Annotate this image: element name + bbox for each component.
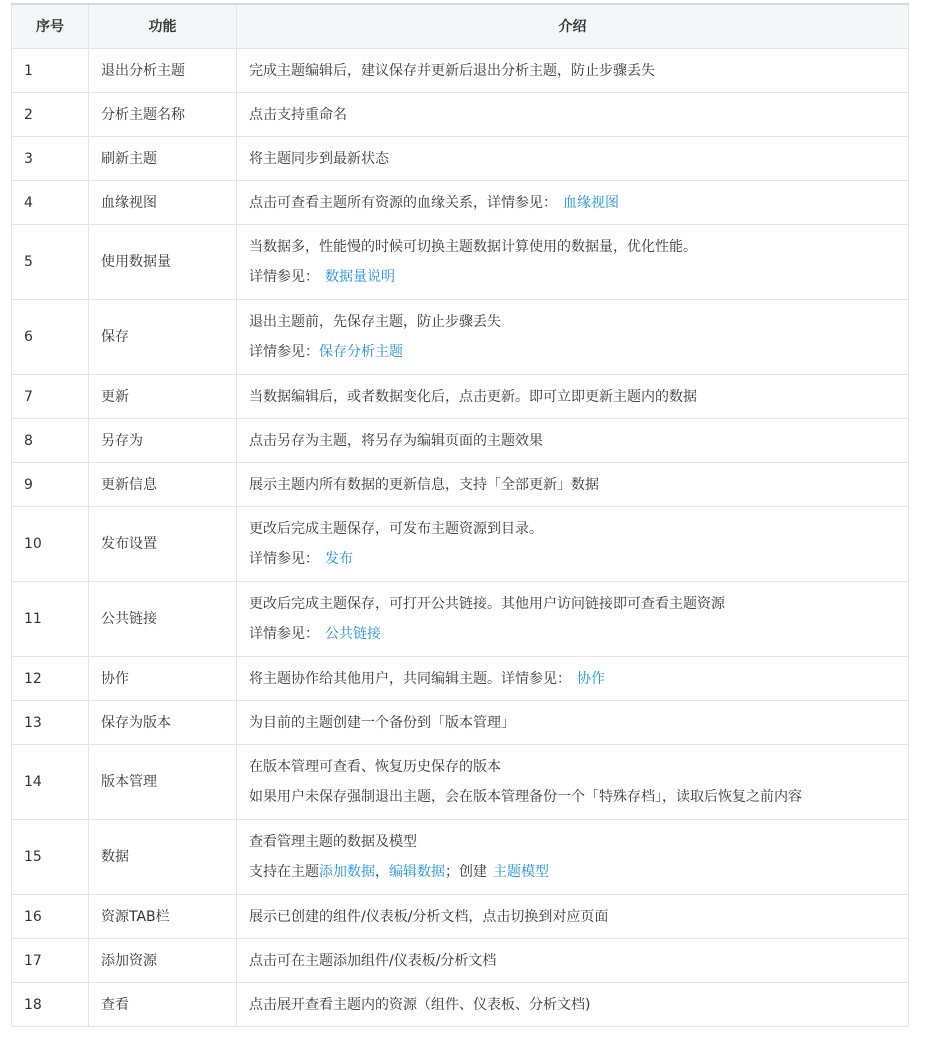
row-function: 更新 [89,375,237,419]
add-data-link[interactable]: 添加数据 [319,864,375,880]
lineage-view-link[interactable]: 血缘视图 [563,194,619,211]
row-intro [237,137,909,181]
intro-text: 详情参见： [249,551,319,567]
row-function: 数据 [89,820,237,895]
row-function: 添加资源 [89,939,237,983]
table-row [12,582,909,657]
table-row [12,895,909,939]
table-row [12,745,909,820]
intro-text: 在版本管理可查看、恢复历史保存的版本 [249,759,501,775]
table-row [12,300,909,375]
row-function: 血缘视图 [89,181,237,225]
row-function: 协作 [89,657,237,701]
table-row [12,181,909,225]
row-index: 10 [12,507,89,582]
row-function: 保存 [89,300,237,375]
table-row [12,983,909,1027]
table-row [12,701,909,745]
row-index: 17 [12,939,89,983]
intro-text: 退出主题前，先保存主题，防止步骤丢失 [249,314,501,330]
row-intro [237,701,909,745]
row-intro [237,375,909,419]
intro-line [249,267,896,287]
row-intro [237,181,909,225]
function-table-wrapper [11,3,908,1027]
row-intro [237,657,909,701]
header-index: 序号 [12,4,89,49]
table-row [12,93,909,137]
data-volume-link[interactable]: 数据量说明 [325,269,395,285]
topic-model-link[interactable]: 主题模型 [493,864,549,880]
row-index: 14 [12,745,89,820]
row-intro [237,582,909,657]
row-function: 退出分析主题 [89,49,237,93]
intro-text: 点击展开查看主题内的资源（组件、仪表板、分析文档) [249,996,591,1013]
table-row [12,419,909,463]
row-intro [237,745,909,820]
intro-text: 如果用户未保存强制退出主题，会在版本管理备份一个「特殊存档」，读取后恢复之前内容 [249,789,802,805]
intro-text: 点击可查看主题所有资源的血缘关系，详情参见： [249,194,557,211]
save-topic-link[interactable]: 保存分析主题 [319,344,403,360]
table-row [12,657,909,701]
edit-data-link[interactable]: 编辑数据 [389,864,445,880]
row-index: 9 [12,463,89,507]
row-function: 另存为 [89,419,237,463]
row-intro [237,983,909,1027]
intro-text: 当数据多，性能慢的时候可切换主题数据计算使用的数据量，优化性能。 [249,239,697,255]
row-function: 使用数据量 [89,225,237,300]
intro-text: 将主题协作给其他用户，共同编辑主题。详情参见： [249,670,571,687]
intro-line [249,342,896,362]
collaboration-link[interactable]: 协作 [577,670,605,687]
row-index: 8 [12,419,89,463]
intro-text: 当数据编辑后，或者数据变化后，点击更新。即可立即更新主题内的数据 [249,388,697,405]
row-index: 15 [12,820,89,895]
row-index: 16 [12,895,89,939]
public-link-link[interactable]: 公共链接 [325,626,381,642]
table-row [12,49,909,93]
intro-line [249,193,896,213]
intro-line [249,549,896,569]
function-table [11,3,909,1027]
row-index: 6 [12,300,89,375]
row-index: 7 [12,375,89,419]
table-row [12,820,909,895]
intro-text: 点击支持重命名 [249,106,347,123]
intro-text: 详情参见： [249,269,319,285]
row-intro [237,93,909,137]
intro-line [249,624,896,644]
row-intro [237,49,909,93]
table-row [12,507,909,582]
intro-separator: ；创建 [445,864,487,880]
row-function: 公共链接 [89,582,237,657]
table-row [12,375,909,419]
row-function: 分析主题名称 [89,93,237,137]
row-function: 版本管理 [89,745,237,820]
row-function: 查看 [89,983,237,1027]
row-function: 发布设置 [89,507,237,582]
row-intro [237,939,909,983]
row-index: 4 [12,181,89,225]
intro-text: 将主题同步到最新状态 [249,150,389,167]
row-index: 11 [12,582,89,657]
intro-text: 详情参见： [249,344,319,360]
row-index: 5 [12,225,89,300]
intro-text: 详情参见： [249,626,319,642]
row-intro [237,225,909,300]
intro-line [249,669,896,689]
intro-text: 完成主题编辑后，建议保存并更新后退出分析主题，防止步骤丢失 [249,62,655,79]
header-function: 功能 [89,4,237,49]
intro-text: 展示主题内所有数据的更新信息，支持「全部更新」数据 [249,476,599,493]
table-row [12,939,909,983]
row-intro [237,507,909,582]
intro-text: 展示已创建的组件/仪表板/分析文档，点击切换到对应页面 [249,908,609,925]
row-function: 保存为版本 [89,701,237,745]
table-header-row [12,4,909,49]
row-index: 2 [12,93,89,137]
row-function: 资源TAB栏 [89,895,237,939]
intro-separator: ， [375,864,389,880]
row-index: 12 [12,657,89,701]
row-intro [237,895,909,939]
table-row [12,463,909,507]
intro-text: 更改后完成主题保存，可发布主题资源到目录。 [249,521,543,537]
intro-line [249,862,896,882]
row-intro [237,820,909,895]
header-intro: 介绍 [237,4,909,49]
row-index: 18 [12,983,89,1027]
table-row [12,225,909,300]
row-function: 更新信息 [89,463,237,507]
intro-text: 点击可在主题添加组件/仪表板/分析文档 [249,952,497,969]
intro-text: 为目前的主题创建一个备份到「版本管理」 [249,714,515,731]
row-index: 1 [12,49,89,93]
publish-link[interactable]: 发布 [325,551,353,567]
intro-text: 查看管理主题的数据及模型 [249,834,417,850]
table-row [12,137,909,181]
intro-text: 点击另存为主题，将另存为编辑页面的主题效果 [249,432,543,449]
row-intro [237,463,909,507]
row-intro [237,300,909,375]
row-index: 13 [12,701,89,745]
row-function: 刷新主题 [89,137,237,181]
intro-text: 支持在主题 [249,864,319,880]
row-index: 3 [12,137,89,181]
intro-text: 更改后完成主题保存，可打开公共链接。其他用户访问链接即可查看主题资源 [249,596,725,612]
row-intro [237,419,909,463]
